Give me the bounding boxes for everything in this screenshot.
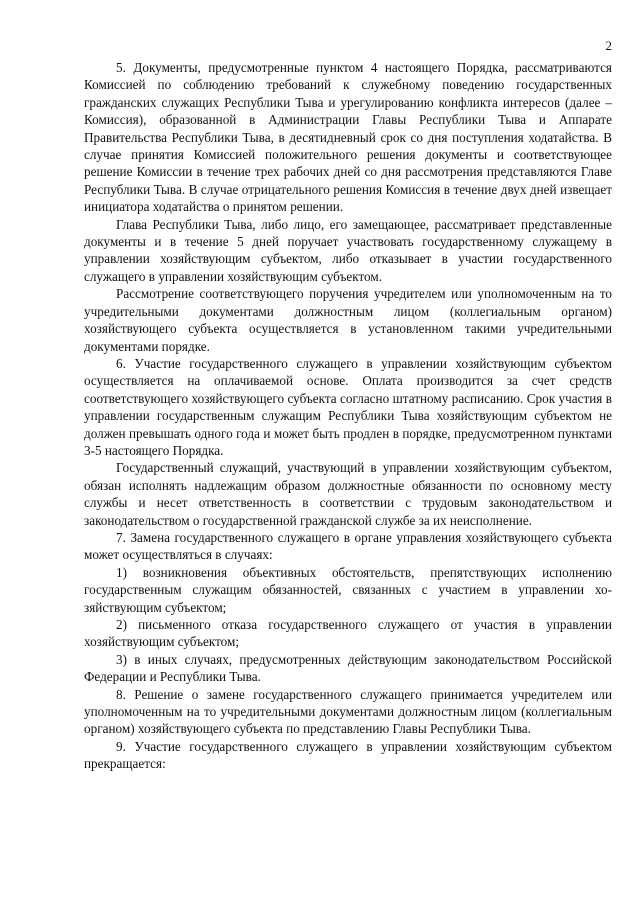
list-item-3: 3) в иных случаях, предусмотренных действующим законодательством Российской Федерации и Республики Тыва. <box>84 651 612 685</box>
paragraph-5-documents-review: 5. Документы, предусмотренные пунктом 4 настоящего Порядка, рассматриваются Комиссией по соблюдению требований к служебному поведению государственных гражданских служащих Республики Тыва и урегулированию конфликта интересов (далее – Комиссия), образованной в Администрации Главы Республики Тыва и Аппарате Правительства Республики Тыва, в десятидневный срок со дня поступления ходатайства. В случае принятия Комиссией положительного решения документы и соответствующее решение Комиссии в течение трех рабочих дней со дня рассмотрения представляются Главе Республики Тыва. В случае отрицательного решения Комиссия в течение двух дней извещает инициатора ходатайства о принятом решении. <box>84 60 612 215</box>
paragraph-7-replacement-cases: 7. Замена государственного служащего в органе управления хозяйствующего субъекта может осуществляться в случаях: <box>84 529 612 563</box>
paragraph-6-paid-basis: 6. Участие государственного служащего в управлении хозяйствующим субъектом осуществляется на оплачиваемой основе. Оплата производится за счет средств соответствующего хозяйствующего субъекта согласно штатному расписанию. Срок участия в управлении государственным служащим Республики Тыва хозяйствующим субъектом не должен превышать одного года и может быть продлен в порядке, предусмотренном пунктами 3-5 настоящего Порядка. <box>84 355 612 458</box>
list-item-2: 2) письменного отказа государственного служащего от участия в управлении хозяйствующим субъектом; <box>84 617 612 650</box>
page-number: 2 <box>605 38 612 53</box>
paragraph-8-replacement-decision: 8. Решение о замене государственного служащего принимается учредителем или уполномоченным на то учредительными документами должностным лицом (коллегиальным органом) хозяйствующего субъекта по представлению Главы Республики Тыва. <box>84 686 612 737</box>
paragraph-head-decision: Глава Республики Тыва, либо лицо, его замещающее, рассматривает представленные документы и в течение 5 дней поручает участвовать государственному служащему в управлении хозяйствующим субъектом, либо отказывает в участии государственного служащего в управлении хозяйствующим субъектом. <box>84 216 612 284</box>
paragraph-9-termination: 9. Участие государственного служащего в управлении хозяйствующим субъектом прекращается: <box>84 738 612 772</box>
paragraph-servant-duties: Государственный служащий, участвующий в управлении хозяйствующим субъектом, обязан исполнять надлежащим образом должностные обязанности по основному месту службы и несет ответственность в соответствии с трудовым законодательством и законодательством о государственной гражданской службе за их неисполнение. <box>84 460 612 528</box>
paragraph-assignment-review: Рассмотрение соответствующего поручения учредителем или уполномоченным на то учредительными документами должностным лицом (коллегиальным органом) хозяйствующего субъекта осуществляется в установленном такими учредительными документами порядке. <box>84 286 612 354</box>
document-body <box>84 59 612 773</box>
list-item-1: 1) возникновения объективных обстоятельств, препятствующих исполнению государственным служащим обязанностей, связанных с участием в управлении хозяйствующим субъектом; <box>84 564 612 615</box>
